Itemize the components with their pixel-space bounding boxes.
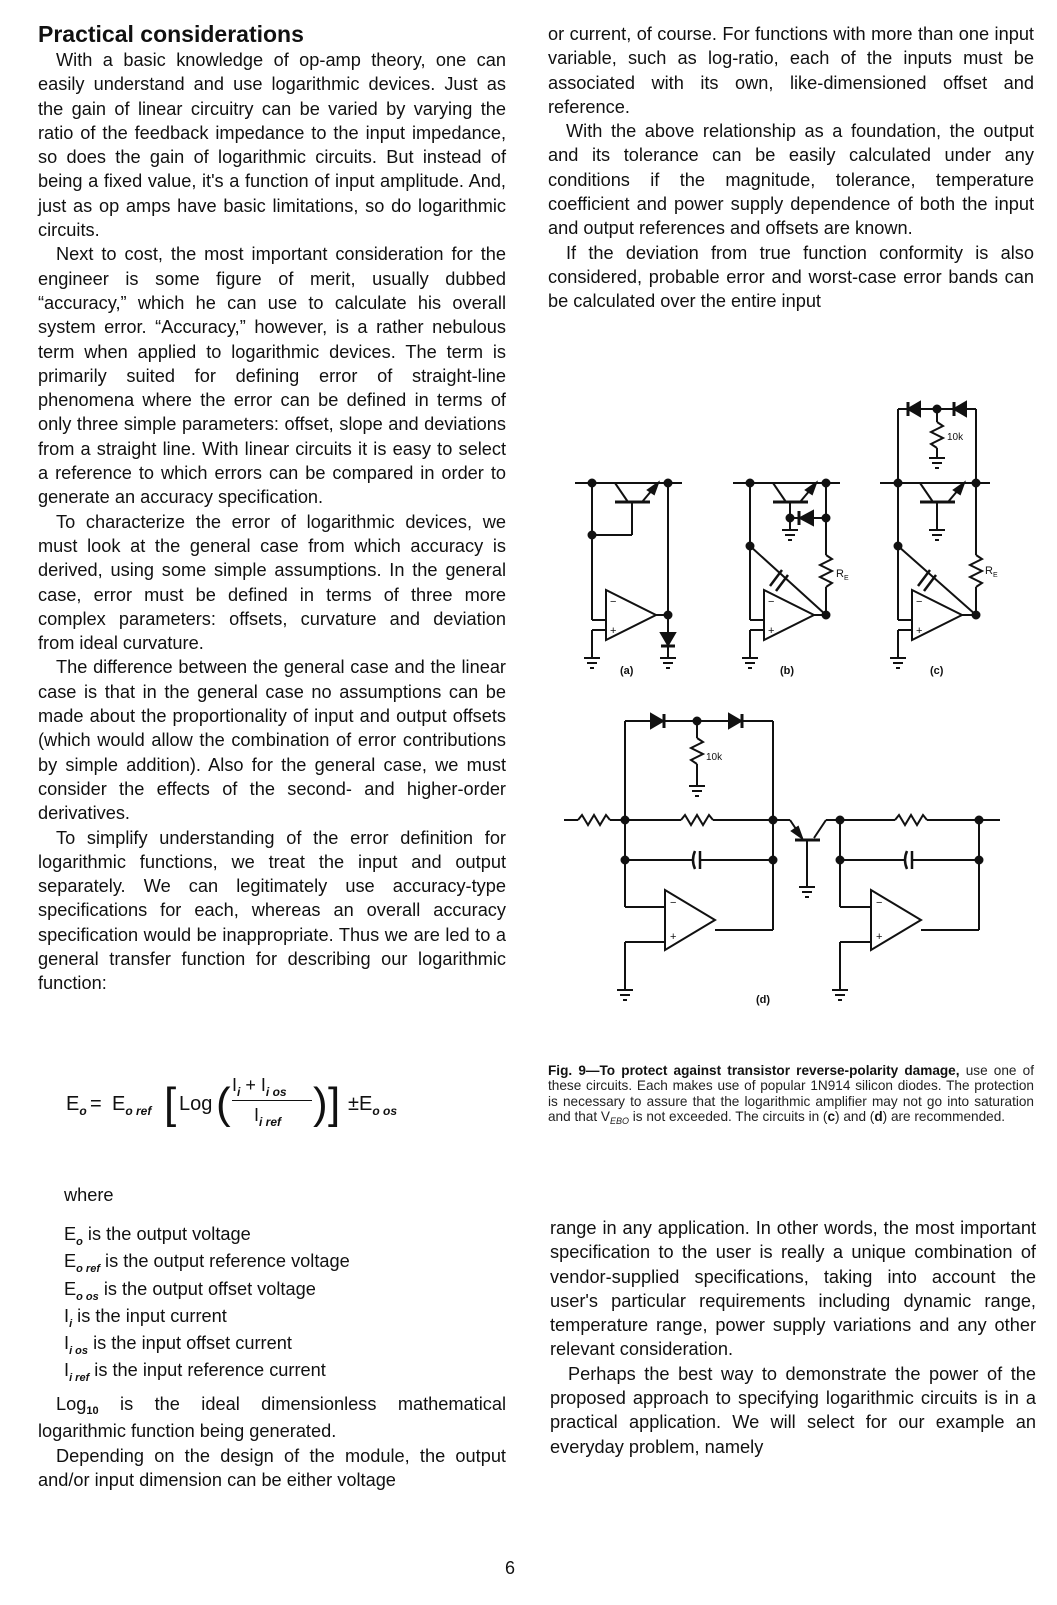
formula-lhs: $E_o$ — [66, 1093, 87, 1118]
svg-text:10k: 10k — [947, 432, 964, 443]
circuit-d — [564, 714, 1000, 1006]
svg-text:+: + — [670, 931, 677, 943]
paragraph: To characterize the error of logarithmic devices, we must look at the general case from which accuracy is derived, using some simple assumptions. In the general case, error must be defined in terms of three more complex parameters: offsets, curvature and deviation from ideal curvature. — [38, 511, 506, 654]
formula-denominator: $I_{i ref}$ — [254, 1105, 282, 1129]
caption-title: Fig. 9—To protect against transistor reverse-polarity damage, — [548, 1063, 960, 1078]
paragraph: The difference between the general case and the linear case is that in the general case no assumptions can be made about the proportionality of input and output offsets (which would allow the combination of error contributions by simple addition). Also for the general case, we must consider the effects of the second- and higher-order derivatives. — [38, 657, 506, 824]
formula-log: Log — [179, 1093, 213, 1115]
svg-text:−: − — [916, 596, 923, 608]
svg-text:+: + — [768, 625, 775, 637]
left-column-top — [38, 20, 506, 996]
paragraph: Perhaps the best way to demonstrate the power of the proposed approach to specifying logarithmic circuits is in a practical application. We will select for our example an everyday problem, namely — [550, 1363, 1036, 1457]
paragraph: To simplify understanding of the error definition for logarithmic functions, we treat the input and output separately. We can legitimately use accuracy-type specifications for each, whereas an overall accuracy specification would be inappropriate. Thus we are led to a general transfer function for describing our logarithmic function: — [38, 827, 506, 994]
formula-numerator: $I_i + I_{i os}$ — [232, 1075, 287, 1099]
fraction-bar — [232, 1100, 312, 1101]
svg-text:−: − — [610, 596, 617, 608]
svg-text:R: R — [836, 568, 844, 580]
svg-text:E: E — [844, 575, 849, 582]
right-bracket: ] — [328, 1079, 341, 1128]
panel-label-b: (b) — [780, 665, 795, 677]
paragraph: With the above relationship as a foundation, the output and its tolerance can be easily calculated under any conditions if the magnitude, tolerance, temperature coefficient and power supply dependence of both the input and output references and offsets are known. — [548, 121, 1034, 239]
paragraph: Next to cost, the most important consideration for the engineer is some figure of merit, usually dubbed “accuracy,” which he can use to calculate his overall system error. “Accuracy,” however, is a rather nebulous term when applied to logarithmic devices. The term is primarily suited for defining error of straight-line phenomena where the error can be defined in terms of only three simple parameters: offset, slope and deviations from a straight line. With linear circuits it is easy to select a reference to which errors can be compared in order to generate an accuracy specification. — [38, 244, 506, 508]
definition-item: $I_{i os}$ is the input offset current — [64, 1333, 292, 1358]
section-title: Practical considerations — [38, 21, 304, 47]
right-column-top — [548, 22, 1034, 314]
left-bracket: [ — [164, 1079, 177, 1128]
right-column-bottom — [550, 1216, 1036, 1459]
paragraph: Log$_{10}$ is the ideal dimensionless mathematical logarithmic function being generated. — [38, 1394, 506, 1442]
panel-label-a: (a) — [620, 665, 634, 677]
left-paren: ( — [216, 1079, 231, 1128]
paragraph: Depending on the design of the module, the output and/or input dimension can be either voltage — [38, 1445, 506, 1490]
paragraph: range in any application. In other words, the most important specification to the user is really a unique combination of vendor-supplied specifications, taking into account the user's particular requirements including dynamic range, temperature range, power supply variations and any other relevant consideration. — [550, 1218, 1036, 1360]
circuit-b — [733, 480, 849, 678]
svg-text:R: R — [985, 565, 993, 577]
page-number: 6 — [505, 1558, 516, 1578]
formula-coef: $E_{o ref}$ — [112, 1093, 152, 1118]
definition-item: $I_i$ is the input current — [64, 1305, 227, 1330]
svg-text:+: + — [876, 931, 883, 943]
definition-item: $I_{i ref}$ is the input reference current — [64, 1360, 326, 1385]
definition-item: $E_{o ref}$ is the output reference voltage — [64, 1251, 350, 1276]
svg-text:−: − — [876, 897, 883, 909]
svg-text:−: − — [670, 897, 677, 909]
figure-caption: Fig. 9—To protect against transistor reverse-polarity damage, use one of these circuits. Each makes use of popular 1N914 silicon diodes. The protection is necessary to assure that the logarithmic amplifier may not go into saturation and that $V_{EBO}$ is not exceeded. The circuits in (c) and (d) are recommended. — [548, 1063, 1035, 1127]
circuit-a — [575, 480, 682, 678]
svg-text:+: + — [610, 625, 617, 637]
svg-text:+: + — [916, 625, 923, 637]
svg-text:10k: 10k — [706, 752, 723, 763]
panel-label-d: (d) — [756, 994, 771, 1006]
left-column-bottom — [38, 1392, 506, 1492]
formula-equals: = — [90, 1093, 102, 1115]
svg-text:E: E — [993, 572, 998, 579]
paragraph: or current, of course. For functions with more than one input variable, such as log-ratio, each of the inputs must be associated with its own, like-dimensioned offset and reference. — [548, 24, 1034, 117]
paragraph: With a basic knowledge of op-amp theory, one can easily understand and use logarithmic devices. Just as the gain of linear circuitry can be varied by varying the ratio of the feedback impedance to the input impedance, so does the gain of logarithmic circuits. But instead of being a fixed value, it's a function of input amplitude. And, just as op amps have basic limitations, so do logarithmic circuits. — [38, 50, 506, 241]
right-paren: ) — [313, 1079, 328, 1128]
svg-text:−: − — [768, 596, 775, 608]
formula-offset: $\pm E_{o os}$ — [348, 1093, 397, 1118]
where-label: where — [64, 1185, 114, 1205]
panel-label-c: (c) — [930, 665, 944, 677]
definition-item: $E_o$ is the output voltage — [64, 1224, 251, 1248]
symbol-definitions — [64, 1222, 350, 1386]
transfer-function-formula — [66, 1075, 486, 1145]
figure-9-circuits — [530, 390, 1030, 1030]
circuit-c — [880, 402, 998, 677]
definition-item: $E_{o os}$ is the output offset voltage — [64, 1278, 316, 1303]
paragraph: If the deviation from true function conformity is also considered, probable error and worst-case error bands can be calculated over the entire input — [548, 242, 1034, 312]
